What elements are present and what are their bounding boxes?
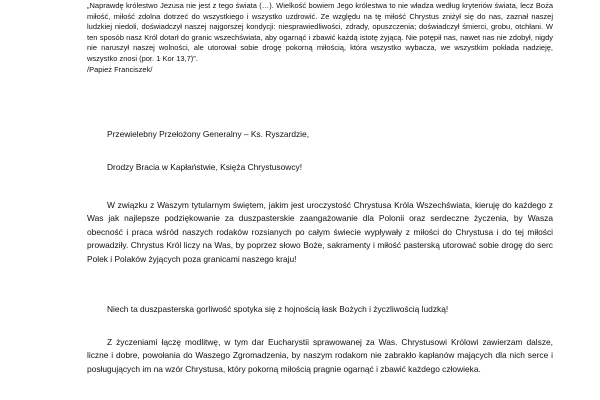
body-paragraph: Niech ta duszpasterska gorliwość spotyka się z hojnością łask Bożych i życzliwością ludzką! (107, 304, 449, 314)
body-paragraph: Z życzeniami łączę modlitwę, w tym dar Eucharystii sprawowanej za Was. Chrystusowi Królowi zawierzam dalsze, liczne i dobre, powołania do Waszego Zgromadzenia, by naszym rodakom nie zabrakło kapłanów mających dla nich serce i posługujących im na wzór Chrystusa, który pokorną miłością pragnie ogarnąć i zbawić każdego człowieka. (87, 337, 553, 374)
body-paragraph: W związku z Waszym tytularnym świętem, jakim jest uroczystość Chrystusa Króla Wszechświata, kieruję do każdego z Was jak najlepsze podziękowanie za duszpasterskie zaangażowanie dla Polonii oraz serdeczne życzenia, by Wasza obecność i praca wśród naszych rodaków rozsianych po całym świecie wypływały z miłości do Chrystusa i do tej miłości prowadziły. Chrystus Król liczy na Was, by poprzez słowo Boże, sakramenty i miłość pasterską utorować sobie drogę do serc Polek i Polaków żyjących poza granicami naszego kraju! (87, 200, 553, 264)
quote-text: „Naprawdę królestwo Jezusa nie jest z tego świata (…). Wielkość bowiem Jego królestwa to nie władza według kryteriów świata, lecz Boża miłość, miłość zdolna dotrzeć do wszystkiego i wszystko uzdrowić. Ze względu na tę miłość Chrystus zniżył się do nas, zaznał naszej ludzkiej niedoli, doświadczył naszej najgorszej kondycji: niesprawiedliwości, zdrady, opuszczenia; doświadczył śmierci, grobu, otchłani. W ten sposób nasz Król dotarł do granic wszechświata, aby ogarnąć i zbawić każdą istotę żyjącą. Nie potępił nas, nawet nas nie zdobył, nigdy nie naruszył naszej wolności, ale utorował sobie drogę pokorną miłością, która wszystko wybacza, we wszystkim pokłada nadzieję, wszystko znosi (por. 1 Kor 13,7)”. (87, 1, 553, 63)
salutation-brothers: Drodzy Bracia w Kapłaństwie, Księża Chrystusowcy! (107, 162, 303, 172)
quote-author: /Papież Franciszek/ (87, 64, 153, 74)
opening-quote (87, 1, 553, 75)
salutation-superior: Przewielebny Przełożony Generalny – Ks. Ryszardzie, (107, 129, 310, 139)
